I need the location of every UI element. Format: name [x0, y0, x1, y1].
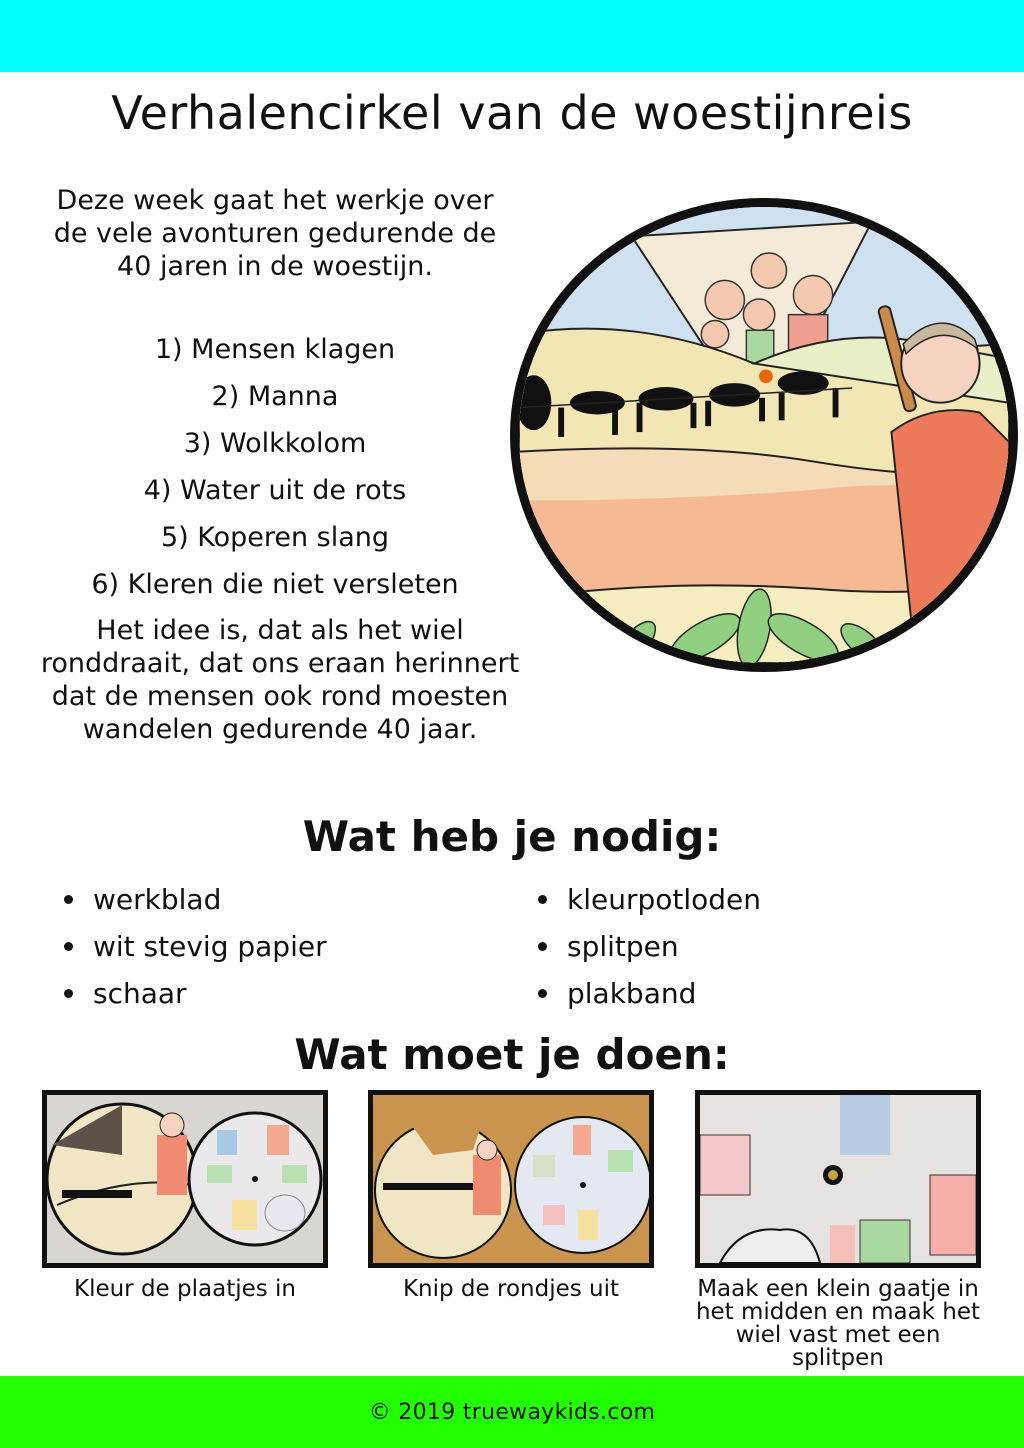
step-color-pictures [42, 1090, 328, 1301]
step-photo [695, 1090, 981, 1268]
needs-item: schaar [40, 970, 327, 1017]
needs-list-right [514, 876, 761, 1017]
step-photo [368, 1090, 654, 1268]
bullet-icon [64, 895, 73, 904]
top-color-band [0, 0, 1024, 72]
story-item: 2) Manna [211, 381, 339, 412]
intro-paragraph: Deze week gaat het werkje over de vele avonturen gedurende de 40 jaren in de woestijn. [53, 185, 497, 282]
story-item: 1) Mensen klagen [154, 334, 396, 365]
bullet-icon [64, 942, 73, 951]
step-caption: Maak een klein gaatje in het midden en maak het wiel vast met een splitpen [695, 1276, 981, 1371]
footer-band [0, 1376, 1024, 1448]
bullet-icon [538, 942, 547, 951]
needs-list-left [40, 876, 327, 1017]
copyright-text: © 2019 truewaykids.com [368, 1399, 656, 1425]
needs-item: kleurpotloden [514, 876, 761, 923]
step-photo [42, 1090, 328, 1268]
bullet-icon [538, 895, 547, 904]
story-item: 4) Water uit de rots [143, 475, 407, 506]
wheel-illustration [519, 207, 1009, 663]
story-item: 6) Kleren die niet versleten [91, 569, 459, 600]
needs-heading: Wat heb je nodig: [302, 812, 722, 861]
needs-item: wit stevig papier [40, 923, 327, 970]
step-cut-circles [368, 1090, 654, 1301]
step-attach-split-pin [695, 1090, 981, 1370]
story-list [40, 330, 510, 612]
needs-item: werkblad [40, 876, 327, 923]
story-item: 3) Wolkkolom [183, 428, 367, 459]
bullet-icon [64, 989, 73, 998]
bullet-icon [538, 989, 547, 998]
story-wheel-image [510, 198, 1018, 672]
step-caption: Kleur de plaatjes in [73, 1276, 297, 1302]
needs-item: splitpen [514, 923, 761, 970]
step-caption: Knip de rondjes uit [402, 1276, 620, 1302]
needs-item: plakband [514, 970, 761, 1017]
idea-paragraph: Het idee is, dat als het wiel ronddraait, dat ons eraan herinnert dat de mensen ook rond moesten wandelen gedurende 40 jaar. [40, 615, 520, 745]
todo-heading: Wat moet je doen: [294, 1030, 730, 1079]
page-title: Verhalencirkel van de woestijnreis [111, 86, 913, 140]
story-item: 5) Koperen slang [160, 522, 390, 553]
